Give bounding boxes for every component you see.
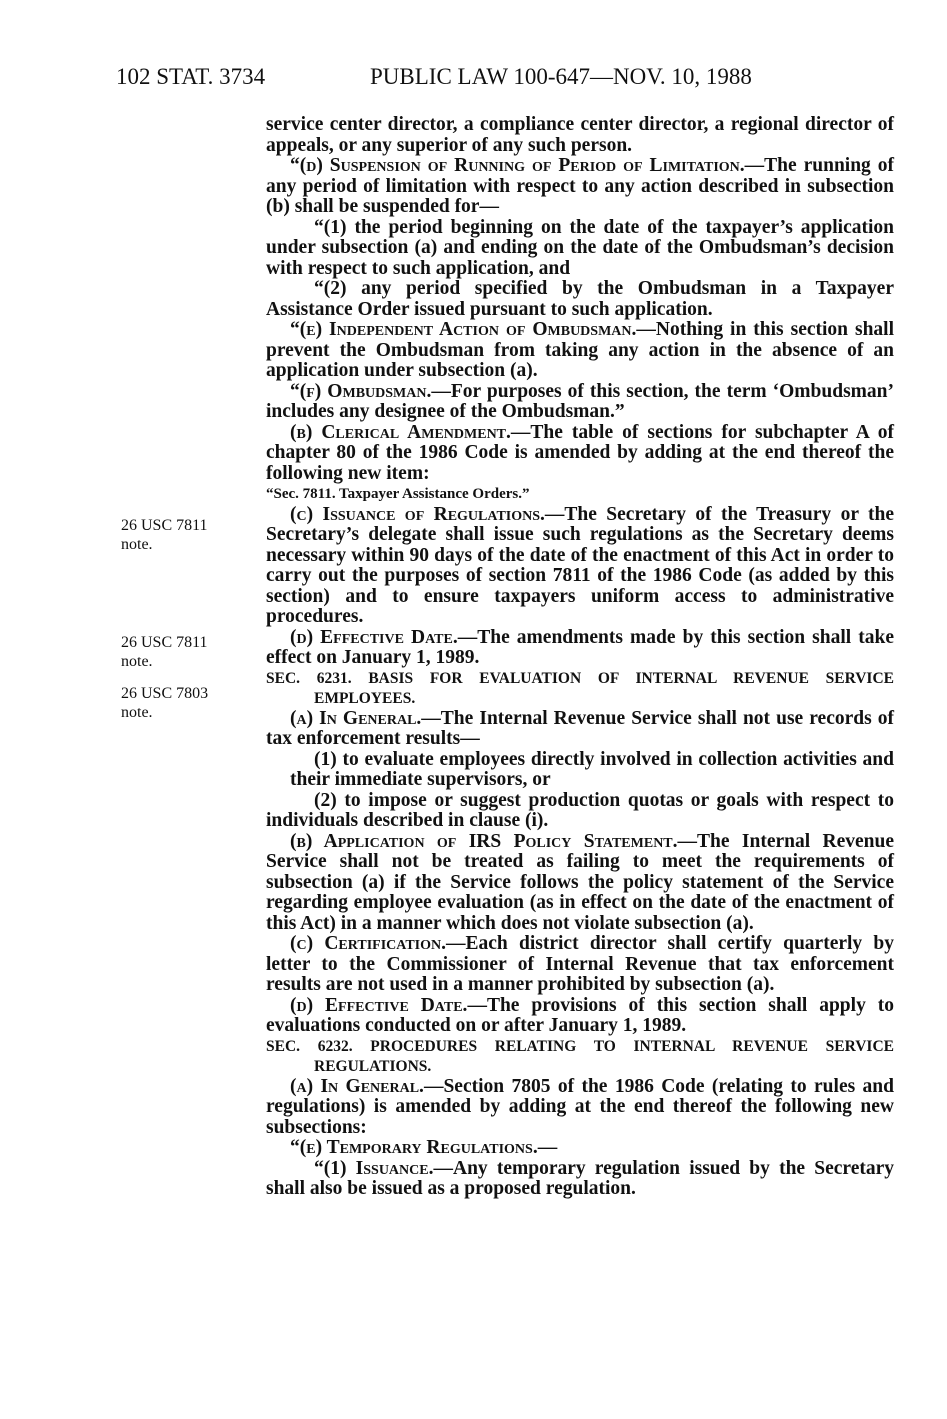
sec6232-subsection-a: (a) In General.—Section 7805 of the 1986 Code (relating to rules and regulations) is amended by adding at the end thereof the following new subsections:	[266, 1075, 895, 1138]
main-text	[266, 115, 894, 1200]
section-title: PROCEDURES RELATING TO INTERNAL REVENUE SERVICE REGULATIONS.	[314, 1037, 894, 1075]
new-item-entry: “Sec. 7811. Taxpayer Assistance Orders.”	[266, 486, 530, 502]
margin-note-1: 26 USC 7811 note.	[121, 517, 208, 553]
section-title: BASIS FOR EVALUATION OF INTERNAL REVENUE SERVICE EMPLOYEES.	[314, 669, 895, 707]
sec6231-subsection-c: (c) Certification.—Each district director shall certify quarterly by letter to the Commissioner of Internal Revenue that tax enforcement results are not used in a manner prohibited by subsection (a).	[266, 933, 895, 995]
section-6232-heading	[266, 1037, 894, 1077]
subsection-f: “(f) Ombudsman.—For purposes of this section, the term ‘Ombudsman’ includes any designee of the Ombudsman.”	[266, 380, 895, 422]
paragraph-d2: “(2) any period specified by the Ombudsman in a Taxpayer Assistance Order issued pursuant to such application.	[266, 278, 894, 320]
subsection-heading: (d) Effective Date.	[290, 626, 458, 648]
margin-note-3: 26 USC 7803 note.	[121, 685, 209, 721]
subsection-b-clerical: (b) Clerical Amendment.—The table of sections for subchapter A of chapter 80 of the 1986 Code is amended by adding at the end thereof the following new item:	[266, 421, 895, 484]
subsection-heading: (d) Effective Date.	[290, 994, 468, 1016]
subsection-d-effective: (d) Effective Date.—The amendments made by this section shall take effect on January 1, 1989.	[266, 626, 894, 668]
section-6231-heading	[266, 669, 894, 709]
subsection-heading: (c) Certification.	[290, 933, 447, 954]
margin-note-2: 26 USC 7811 note.	[121, 634, 208, 670]
sec6231-subsection-a: (a) In General.—The Internal Revenue Service shall not use records of tax enforcement results—	[266, 707, 894, 749]
paragraph-d1: “(1) the period beginning on the date of the taxpayer’s application under subsection (a) and ending on the date of the Ombudsman’s decision with respect to such application, and	[266, 216, 894, 279]
subsection-c-regulations: (c) Issuance of Regulations.—The Secretary of the Treasury or the Secretary’s delegate shall issue such regulations as the Secretary deems necessary within 90 days of the date of the enactment of this Act in order to carry out the purposes of section 7811 of the 1986 Code (as added by this section) and to ensure taxpayers uniform access to administrative procedures.	[266, 503, 894, 627]
sec6231-paragraph-1: (1) to evaluate employees directly involved in collection activities and their immediate supervisors, or	[290, 748, 894, 790]
subsection-heading: (b) Clerical Amendment.	[290, 421, 511, 443]
subsection-heading: (c) Issuance of Regulations.	[290, 503, 545, 525]
sec6231-subsection-d: (d) Effective Date.—The provisions of this section shall apply to evaluations conducted on or after January 1, 1989.	[266, 994, 894, 1036]
sec6231-paragraph-2: (2) to impose or suggest production quotas or goals with respect to individuals described in clause (i).	[266, 789, 894, 831]
public-law-citation: PUBLIC LAW 100-647—NOV. 10, 1988	[370, 64, 752, 89]
subsection-e: “(e) Independent Action of Ombudsman.—Nothing in this section shall prevent the Ombudsman from taking any action in the absence of an application under subsection (a).	[266, 319, 894, 381]
paragraph-heading: “(1) Issuance.	[314, 1157, 434, 1179]
sec6231-subsection-b: (b) Application of IRS Policy Statement.—The Internal Revenue Service shall not be treated as failing to meet the requirements of subsection (a) if the Service follows the policy statement of the Service regarding employee evaluation (as in effect on the date of the enactment of this Act) in a manner which does not violate subsection (a).	[266, 830, 894, 934]
subsection-heading: “(e) Temporary Regulations.	[290, 1137, 538, 1158]
page-number: 102 STAT. 3734	[116, 64, 266, 89]
section-number: SEC. 6232.	[266, 1037, 353, 1055]
subsection-heading: “(d) Suspension of Running of Period of Limitation.	[290, 155, 745, 176]
subsection-heading: (b) Application of IRS Policy Statement.	[290, 830, 678, 852]
subsection-heading: (a) In General.	[290, 707, 422, 729]
subsection-heading: “(f) Ombudsman.	[290, 380, 432, 402]
continued-paragraph: service center director, a compliance center director, a regional director of appeals, or any superior of any such person.	[266, 114, 894, 156]
sec6232-paragraph-1: “(1) Issuance.—Any temporary regulation issued by the Secretary shall also be issued as a proposed regulation.	[266, 1157, 894, 1199]
section-number: SEC. 6231.	[266, 669, 352, 687]
page-header	[116, 64, 896, 100]
subsection-heading: “(e) Independent Action of Ombudsman.	[290, 319, 637, 340]
sec6232-subsection-e: “(e) Temporary Regulations.—	[290, 1137, 558, 1158]
subsection-d: “(d) Suspension of Running of Period of Limitation.—The running of any period of limitation with respect to any action described in subsection (b) shall be suspended for—	[266, 155, 894, 217]
subsection-heading: (a) In General.	[290, 1075, 424, 1097]
